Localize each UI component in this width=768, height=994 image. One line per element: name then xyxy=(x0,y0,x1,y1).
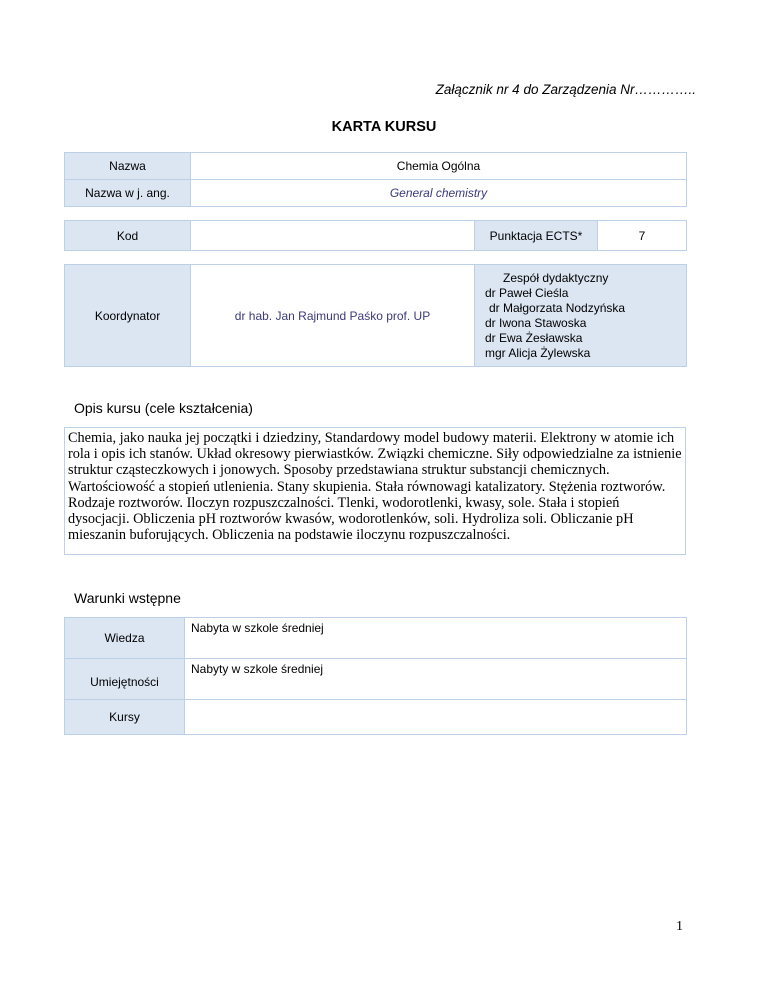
prereq-value-skills: Nabyty w szkole średniej xyxy=(185,659,687,700)
ects-value: 7 xyxy=(598,221,687,251)
prereq-value-knowledge: Nabyta w szkole średniej xyxy=(185,618,687,659)
name-en-label: Nazwa w j. ang. xyxy=(65,180,191,207)
name-label: Nazwa xyxy=(65,153,191,180)
team-label: Zespół dydaktyczny xyxy=(503,270,609,285)
name-value: Chemia Ogólna xyxy=(191,153,687,180)
prerequisites-table xyxy=(64,617,687,735)
teaching-team xyxy=(475,265,687,367)
annex-reference: Załącznik nr 4 do Zarządzenia Nr………….. xyxy=(435,82,696,97)
code-ects-table xyxy=(64,220,687,251)
prereq-label-courses: Kursy xyxy=(65,700,185,735)
coordinator-table xyxy=(64,264,687,367)
coordinator-value: dr hab. Jan Rajmund Paśko prof. UP xyxy=(191,265,475,367)
prereq-label-knowledge: Wiedza xyxy=(65,618,185,659)
ects-label: Punktacja ECTS* xyxy=(475,221,598,251)
coordinator-label: Koordynator xyxy=(65,265,191,367)
description-heading: Opis kursu (cele kształcenia) xyxy=(74,400,253,416)
course-name-table xyxy=(64,152,687,207)
prereq-label-skills: Umiejętności xyxy=(65,659,185,700)
team-member: dr Małgorzata Nodzyńska xyxy=(489,300,626,315)
team-member: dr Paweł Cieśla xyxy=(485,285,569,300)
page-number: 1 xyxy=(676,919,683,934)
team-member: mgr Alicja Żylewska xyxy=(485,345,591,360)
team-member: dr Iwona Stawoska xyxy=(485,315,587,330)
name-en-value: General chemistry xyxy=(191,180,687,207)
code-label: Kod xyxy=(65,221,191,251)
page-title: KARTA KURSU xyxy=(331,119,437,135)
prerequisites-heading: Warunki wstępne xyxy=(74,590,181,606)
prereq-value-courses xyxy=(185,700,687,735)
team-member: dr Ewa Żesławska xyxy=(485,330,583,345)
description-text: Chemia, jako nauka jej początki i dziedziny, Standardowy model budowy materii. Elektrony w atomie ich rola i opis ich stanów. Układ okresowy pierwiastków. Związki chemiczne. Siły odpowiedzialne za istnienie struktur cząsteczkowych i jonowych. Sposoby przedstawiana struktur substancji chemicznych. Wartościowość a stopień utlenienia. Stany skupienia. Stała równowagi katalizatory. Stężenia roztworów. Rodzaje roztworów. Iloczyn rozpuszczalności. Tlenki, wodorotlenki, kwasy, sole. Stała i stopień dysocjacji. Obliczenia pH roztworów kwasów, wodorotlenków, soli. Hydroliza soli. Obliczanie pH mieszanin buforujących. Obliczenia na podstawie iloczynu rozpuszczalności. xyxy=(64,427,686,555)
code-value xyxy=(191,221,475,251)
